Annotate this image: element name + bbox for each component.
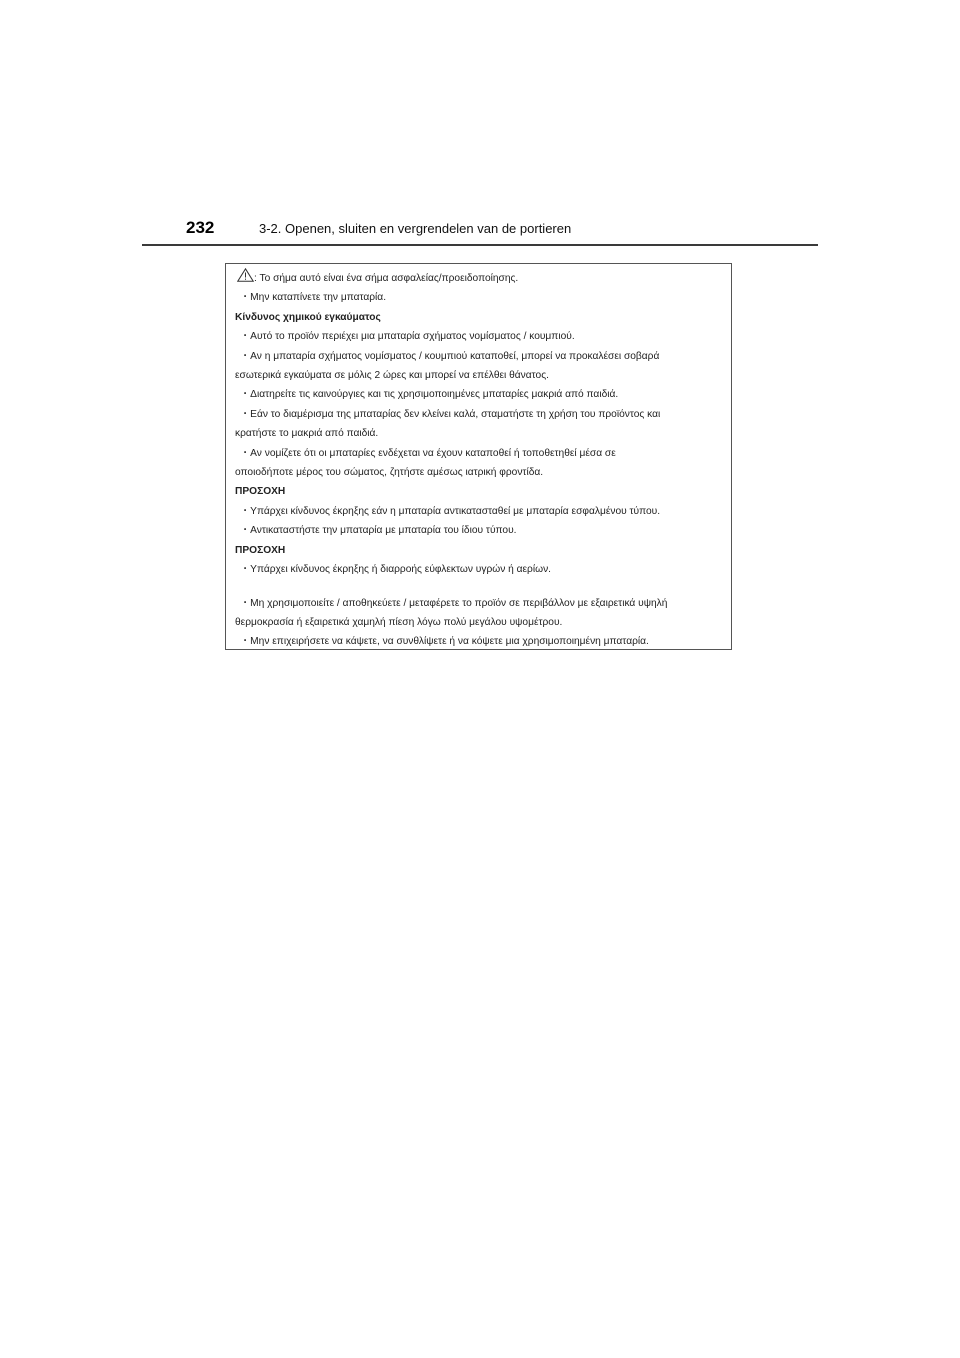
warning-lines — [235, 288, 725, 651]
warning-line: ・Αυτό το προϊόν περιέχει μια μπαταρία σχήματος νομίσματος / κουμπιού. — [240, 331, 575, 343]
page-header — [142, 218, 818, 246]
warning-line: ・Εάν το διαμέρισμα της μπαταρίας δεν κλείνει καλά, σταματήστε τη χρήση του προϊόντος και — [240, 408, 661, 420]
warning-heading: Κίνδυνος χημικού εγκαύματος — [235, 311, 381, 323]
warning-box — [225, 263, 732, 650]
warning-line: ・Υπάρχει κίνδυνος έκρηξης εάν η μπαταρία αντικατασταθεί με μπαταρία εσφαλμένου τύπου. — [240, 505, 661, 517]
warning-intro-line — [235, 268, 725, 288]
warning-line: ・Μην καταπίνετε την μπαταρία. — [240, 292, 387, 304]
warning-line: οποιοδήποτε μέρος του σώματος, ζητήστε αμέσως ιατρική φροντίδα. — [235, 467, 544, 479]
header-rule — [142, 244, 818, 246]
warning-line: ・Αντικαταστήστε την μπαταρία με μπαταρία του ίδιου τύπου. — [240, 525, 517, 537]
warning-line: θερμοκρασία ή εξαιρετικά χαμηλή πίεση λόγω πολύ μεγάλου υψομέτρου. — [235, 616, 563, 628]
warning-line: ・Αν η μπαταρία σχήματος νομίσματος / κουμπιού καταποθεί, μπορεί να προκαλέσει σοβαρά — [240, 350, 660, 362]
warning-line: κρατήστε το μακριά από παιδιά. — [235, 428, 379, 440]
warning-line: ・Υπάρχει κίνδυνος έκρηξης ή διαρροής εύφλεκτων υγρών ή αερίων. — [240, 564, 551, 576]
warning-heading: ΠΡΟΣΟΧΗ — [235, 544, 286, 556]
warning-triangle-icon — [237, 268, 254, 282]
warning-intro-text: : Το σήμα αυτό είναι ένα σήμα ασφαλείας/προειδοποίησης. — [254, 273, 519, 284]
page-number: 232 — [186, 218, 215, 237]
warning-line: ・Αν νομίζετε ότι οι μπαταρίες ενδέχεται να έχουν καταποθεί ή τοποθετηθεί μέσα σε — [240, 447, 616, 459]
warning-heading: ΠΡΟΣΟΧΗ — [235, 486, 286, 498]
warning-line: ・Διατηρείτε τις καινούργιες και τις χρησιμοποιημένες μπαταρίες μακριά από παιδιά. — [240, 389, 619, 401]
warning-line: ・Μη χρησιμοποιείτε / αποθηκεύετε / μεταφέρετε το προϊόν σε περιβάλλον με εξαιρετικά υψηλή — [240, 597, 668, 609]
warning-line: ・Μην επιχειρήσετε να κάψετε, να συνθλίψετε ή να κόψετε μια χρησιμοποιημένη μπαταρία. — [240, 636, 649, 648]
section-title: 3-2. Openen, sluiten en vergrendelen van de portieren — [259, 221, 572, 236]
warning-line: εσωτερικά εγκαύματα σε μόλις 2 ώρες και μπορεί να επέλθει θάνατος. — [235, 370, 549, 382]
